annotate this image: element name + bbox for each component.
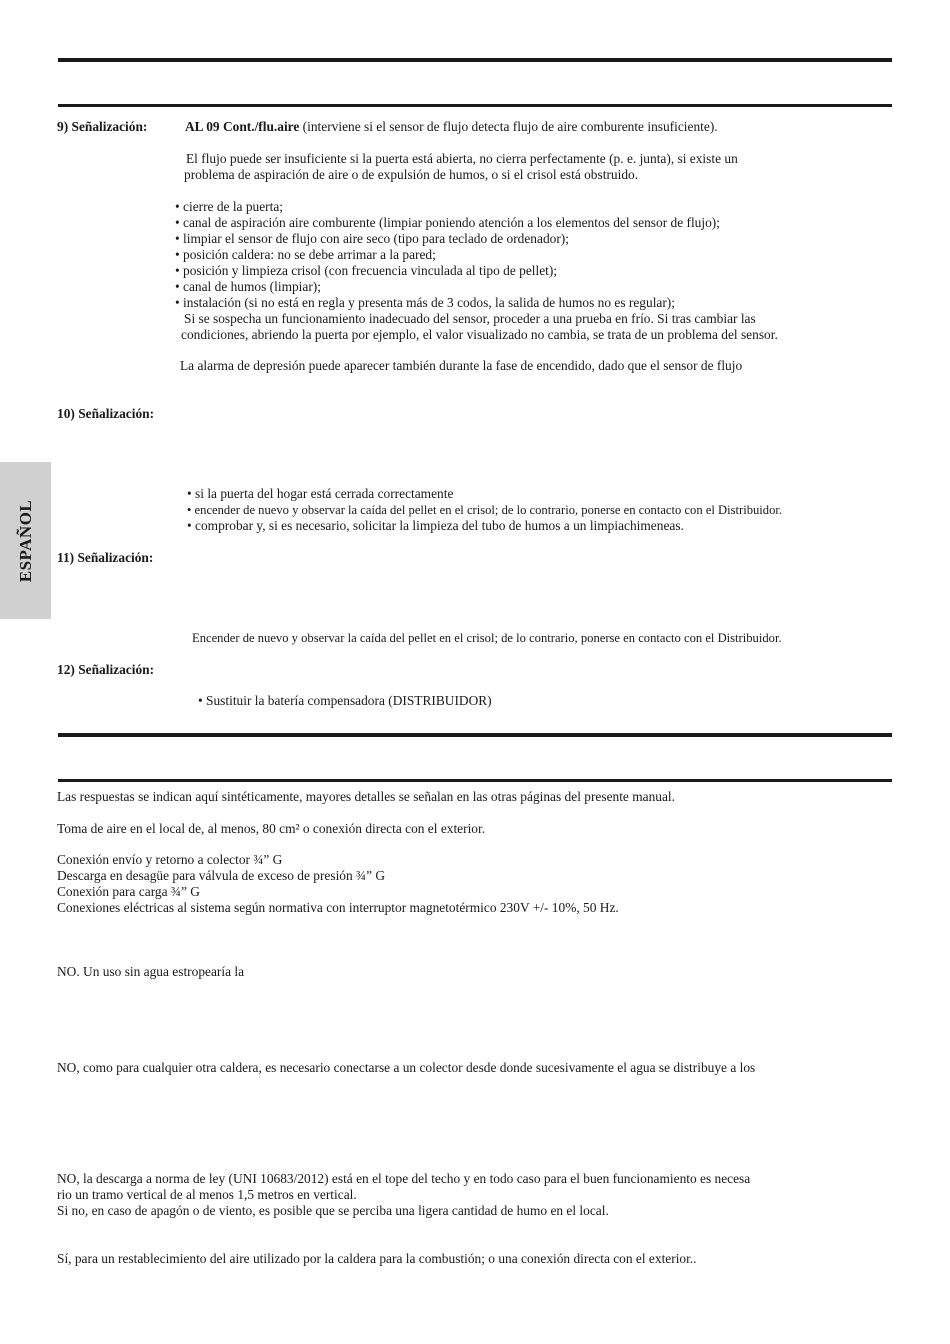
list-item: • canal de aspiración aire comburente (limpiar poniendo atención a los elementos del sensor de flujo); [175,215,720,230]
top-rule [58,58,892,62]
signal-9-para-line-2: problema de aspiración de aire o de expulsión de humos, o si el crisol está obstruido. [184,167,639,182]
faq-answer-line: Conexión envío y retorno a colector ¾” G [57,852,283,867]
faq-answer-line: rio un tramo vertical de al menos 1,5 metros en vertical. [57,1187,357,1202]
signal-9-code-desc: (interviene si el sensor de flujo detecta flujo de aire comburente insuficiente). [299,119,718,134]
list-item: • limpiar el sensor de flujo con aire seco (tipo para teclado de ordenador); [175,231,569,246]
section-rule [58,104,892,107]
signal-10-label: 10) Señalización: [57,406,155,421]
faq-answer-line: Descarga en desagüe para válvula de exceso de presión ¾” G [57,868,386,883]
faq-answer-line: Conexiones eléctricas al sistema según normativa con interruptor magnetotérmico 230V +/- 10%, 50 Hz. [57,900,619,915]
faq-answer-line: Si no, en caso de apagón o de viento, es posible que se perciba una ligera cantidad de humo en el local. [57,1203,609,1218]
signal-9-note-line-2: condiciones, abriendo la puerta por ejemplo, el valor visualizado no cambia, se trata de un problema del sensor. [181,327,778,342]
list-item: • canal de humos (limpiar); [175,279,321,294]
faq-intro: Las respuestas se indican aquí sintéticamente, mayores detalles se señalan en las otras páginas del presente manual. [57,789,675,804]
faq-answer-6: Sí, para un restablecimiento del aire utilizado por la caldera para la combustión; o una conexión directa con el exterior.. [57,1251,697,1266]
list-item: • cierre de la puerta; [175,199,284,214]
list-item: • posición y limpieza crisol (con frecuencia vinculada al tipo de pellet); [175,263,558,278]
faq-rule [58,779,892,782]
list-item: • encender de nuevo y observar la caída del pellet en el crisol; de lo contrario, ponerse en contacto con el Distribuidor. [187,503,783,517]
faq-answer-4: NO, como para cualquier otra caldera, es necesario conectarse a un colector desde donde sucesivamente el agua se distribuye a los [57,1060,756,1075]
signal-12-text: • Sustituir la batería compensadora (DISTRIBUIDOR) [198,693,492,708]
signal-9-code: AL 09 Cont./flu.aire [185,119,300,134]
signal-9-alarm-text: La alarma de depresión puede aparecer también durante la fase de encendido, dado que el sensor de flujo [180,358,743,373]
signal-9-note-line-1: Si se sospecha un funcionamiento inadecuado del sensor, proceder a una prueba en frío. Si tras cambiar las [184,311,756,326]
list-item: • comprobar y, si es necesario, solicitar la limpieza del tubo de humos a un limpiachimeneas. [187,518,684,533]
signal-9-heading [185,119,718,135]
faq-answer-1: Toma de aire en el local de, al menos, 80 cm² o conexión directa con el exterior. [57,821,486,836]
faq-answer-line: NO, la descarga a norma de ley (UNI 10683/2012) está en el tope del techo y en todo caso para el buen funcionamiento es necesa [57,1171,751,1186]
list-item: • si la puerta del hogar está cerrada correctamente [187,486,454,501]
list-item: • posición caldera: no se debe arrimar a la pared; [175,247,436,262]
section-divider-rule [58,733,892,737]
signal-9-label: 9) Señalización: [57,119,148,134]
list-item: • instalación (si no está en regla y presenta más de 3 codos, la salida de humos no es regular); [175,295,675,310]
signal-11-text: Encender de nuevo y observar la caída del pellet en el crisol; de lo contrario, ponerse en contacto con el Distribuidor. [192,631,782,645]
faq-answer-3: NO. Un uso sin agua estropearía la [57,964,245,979]
language-tab-label: ESPAÑOL [15,499,35,582]
signal-9-para-line-1: El flujo puede ser insuficiente si la puerta está abierta, no cierra perfectamente (p. e. junta), si existe un [186,151,738,166]
signal-12-label: 12) Señalización: [57,662,155,677]
faq-answer-line: Conexión para carga ¾” G [57,884,200,899]
language-tab [0,462,51,619]
signal-11-label: 11) Señalización: [57,550,154,565]
